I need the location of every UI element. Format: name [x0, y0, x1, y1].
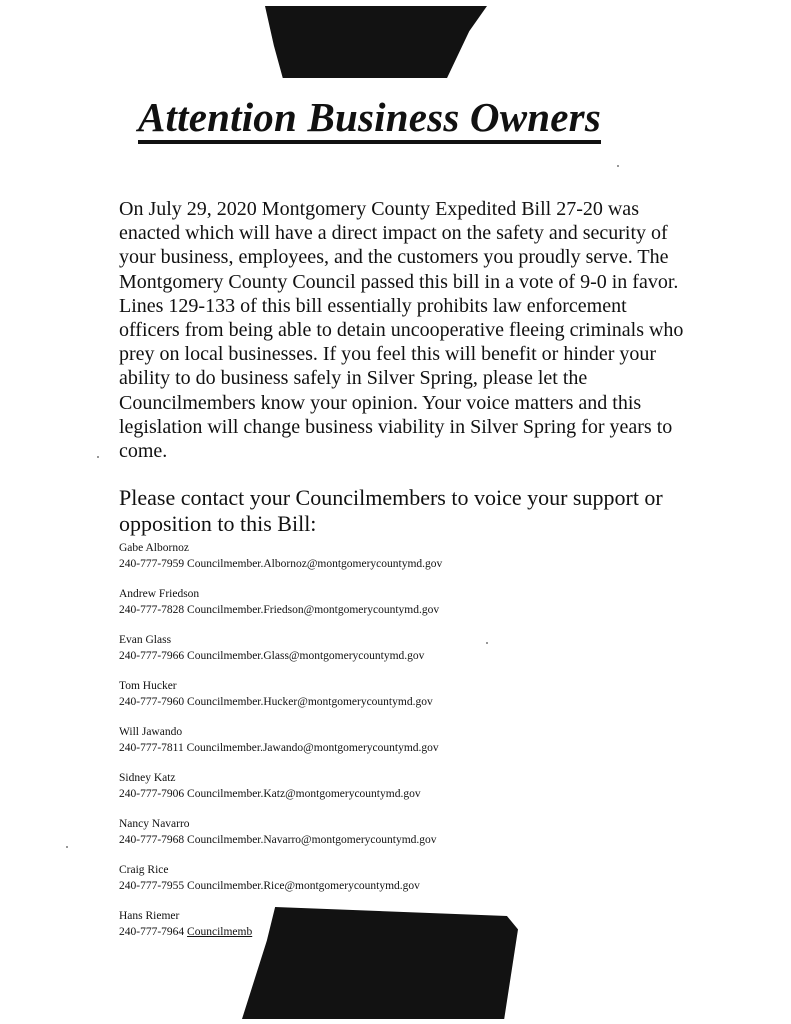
councilmember-entry: [119, 770, 539, 816]
councilmember-entry: [119, 862, 539, 908]
councilmember-email-link[interactable]: Councilmember.Rice@montgomerycountymd.gov: [187, 880, 420, 892]
councilmember-contact: [119, 832, 539, 848]
councilmember-phone: 240-777-7966: [119, 650, 185, 662]
councilmember-entry: [119, 540, 539, 586]
councilmember-list: [119, 540, 539, 954]
councilmember-email-link[interactable]: Councilmember.Katz@montgomerycountymd.gov: [187, 788, 421, 800]
councilmember-contact: [119, 740, 539, 756]
councilmember-phone: 240-777-7811: [119, 742, 184, 754]
councilmember-name: Andrew Friedson: [119, 588, 200, 600]
councilmember-entry: [119, 724, 539, 770]
councilmember-entry: [119, 678, 539, 724]
councilmember-email-link[interactable]: Councilmember.Navarro@montgomerycountymd.gov: [187, 834, 437, 846]
councilmember-name: Hans Riemer: [119, 910, 180, 922]
top-redaction: [265, 6, 487, 78]
contact-heading: Please contact your Councilmembers to voice your support or opposition to this Bill:: [119, 485, 663, 536]
councilmember-email-link[interactable]: Councilmember.Jawando@montgomerycountymd.gov: [186, 742, 439, 754]
councilmember-entry: [119, 586, 539, 632]
councilmember-phone: 240-777-7906: [119, 788, 185, 800]
councilmember-name: Sidney Katz: [119, 772, 176, 784]
councilmember-name: Tom Hucker: [119, 680, 177, 692]
councilmember-contact: [119, 786, 539, 802]
councilmember-name: Nancy Navarro: [119, 818, 190, 830]
councilmember-contact: [119, 648, 539, 664]
councilmember-name: Gabe Albornoz: [119, 542, 189, 554]
councilmember-name: Evan Glass: [119, 634, 172, 646]
page-title: Attention Business Owners: [138, 94, 601, 140]
councilmember-phone: 240-777-7968: [119, 834, 185, 846]
scan-speck: [617, 165, 619, 167]
councilmember-phone: 240-777-7955: [119, 880, 185, 892]
scan-speck: [486, 642, 488, 644]
councilmember-contact: [119, 602, 539, 618]
councilmember-email-link[interactable]: Councilmember.Friedson@montgomerycountymd.gov: [187, 604, 440, 616]
councilmember-contact: [119, 556, 539, 572]
councilmember-name: Will Jawando: [119, 726, 183, 738]
councilmember-phone: 240-777-7964: [119, 926, 185, 938]
scan-speck: [97, 456, 99, 458]
councilmember-email-link[interactable]: Councilmember.Hucker@montgomerycountymd.gov: [187, 696, 433, 708]
councilmember-phone: 240-777-7959: [119, 558, 185, 570]
body-paragraph: On July 29, 2020 Montgomery County Expedited Bill 27-20 was enacted which will have a direct impact on the safety and security of your business, employees, and the customers you proudly serve. The Montgomery County Council passed this bill in a vote of 9-0 in favor. Lines 129-133 of this bill essentially prohibits law enforcement officers from being able to detain uncooperative fleeing criminals who prey on local businesses. If you feel this will benefit or hinder your ability to do business safely in Silver Spring, please let the Councilmembers know your opinion. Your voice matters and this legislation will change business viability in Silver Spring for years to come.: [119, 198, 684, 463]
councilmember-contact: [119, 694, 539, 710]
councilmember-phone: 240-777-7828: [119, 604, 185, 616]
councilmember-phone: 240-777-7960: [119, 696, 185, 708]
bottom-redaction: [242, 907, 518, 1019]
councilmember-email-link[interactable]: Councilmember.Albornoz@montgomerycountymd.gov: [187, 558, 443, 570]
councilmember-entry: [119, 632, 539, 678]
councilmember-entry: [119, 816, 539, 862]
scan-speck: [66, 846, 68, 848]
councilmember-email-link[interactable]: Councilmemb: [187, 926, 253, 938]
councilmember-contact: [119, 878, 539, 894]
councilmember-name: Craig Rice: [119, 864, 169, 876]
councilmember-email-link[interactable]: Councilmember.Glass@montgomerycountymd.gov: [187, 650, 425, 662]
